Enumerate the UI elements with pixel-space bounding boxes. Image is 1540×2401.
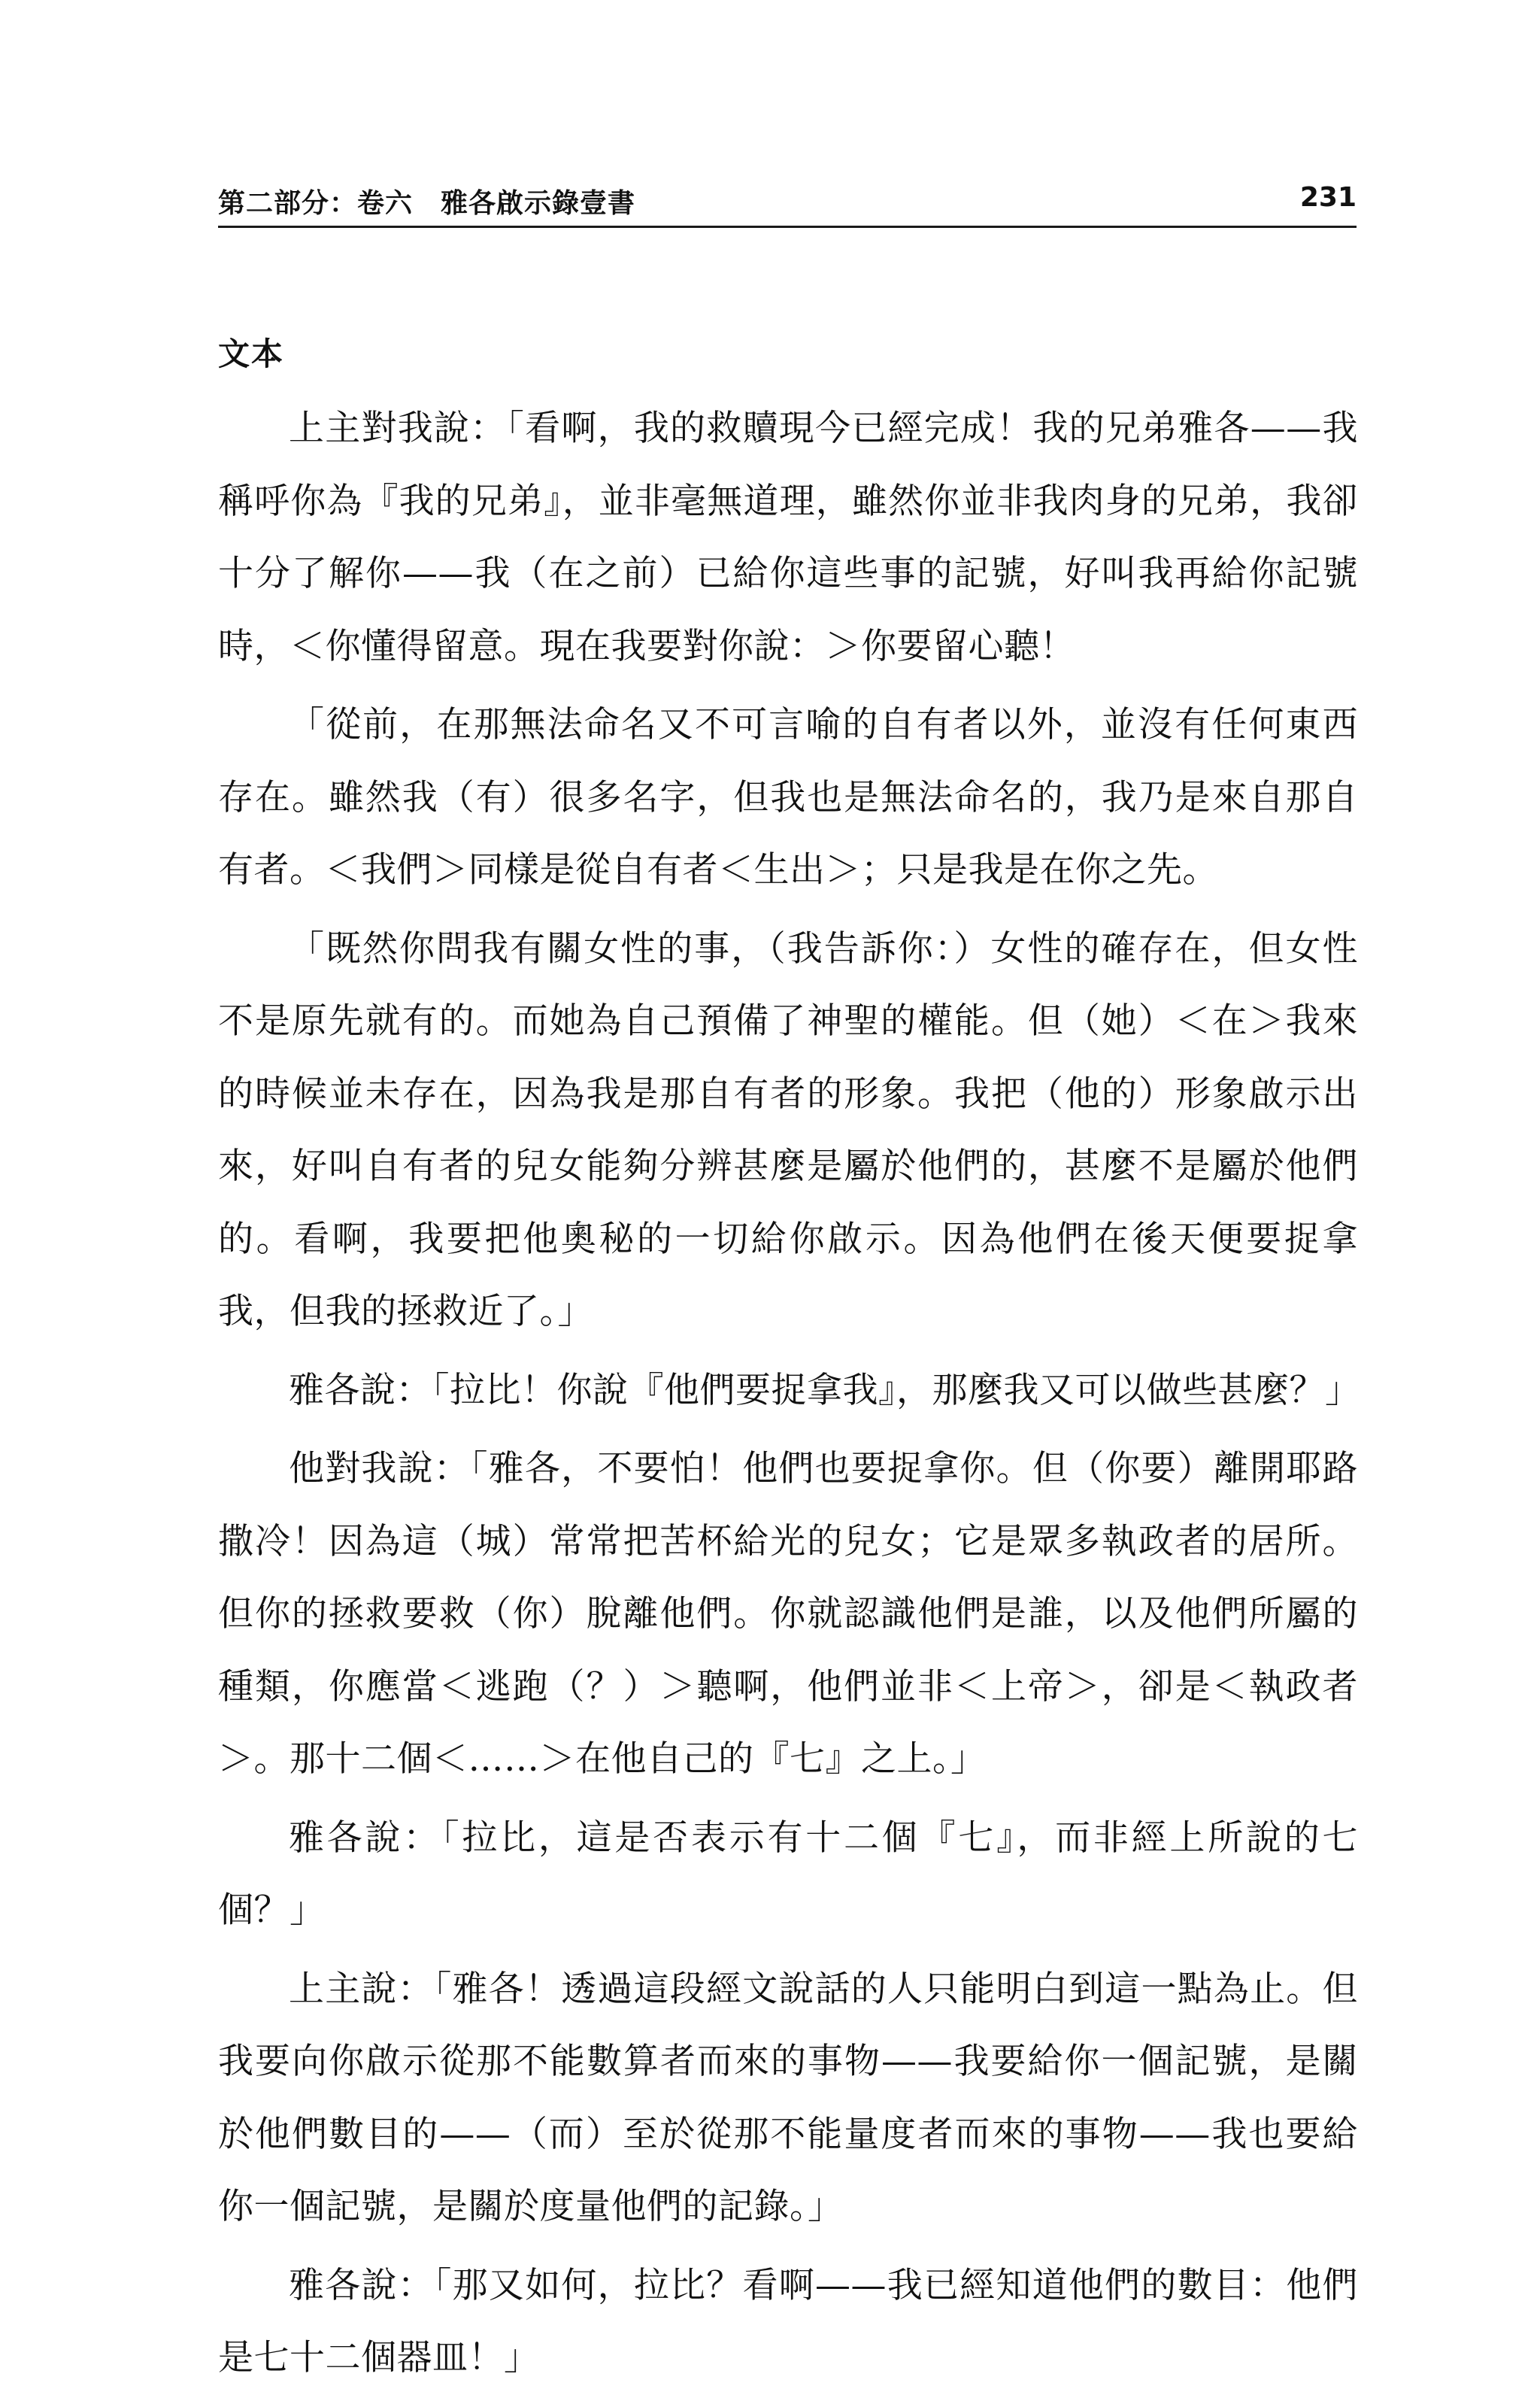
page-number: 231 [1299,182,1357,213]
paragraph: 雅各說：「拉比，這是否表示有十二個『七』，而非經上所說的七個？」 [218,1817,1358,1931]
paragraph: 上主對我說：「看啊，我的救贖現今已經完成！我的兄弟雅各——我稱呼你為『我的兄弟』，並非毫無道理，雖然你並非我肉身的兄弟，我卻十分了解你——我（在之前）已給你這些事的記號，好叫我再給你記號時，＜你懂得留意。現在我要對你說：＞你要留心聽！ [218,408,1358,667]
section-heading: 文本 [218,335,285,372]
body-text [218,393,1361,2401]
paragraph: 雅各說：「拉比！你說『他們要捉拿我』，那麼我又可以做些甚麼？」 [289,1369,1361,1411]
paragraph: 「從前，在那無法命名又不可言喻的自有者以外，並沒有任何東西存在。雖然我（有）很多名字，但我也是無法命名的，我乃是來自那自有者。＜我們＞同樣是從自有者＜生出＞；只是我是在你之先。 [218,704,1358,891]
paragraph: 雅各說：「那又如何，拉比？看啊——我已經知道他們的數目：他們是七十二個器皿！」 [218,2264,1358,2378]
running-header [218,178,1357,228]
running-header-title: 第二部分：卷六 雅各啟示錄壹書 [218,188,636,219]
paragraph: 他對我說：「雅各，不要怕！他們也要捉拿你。但（你要）離開耶路撒冷！因為這（城）常常把苦杯給光的兒女；它是眾多執政者的居所。但你的拯救要救（你）脫離他們。你就認識他們是誰，以及他們所屬的種類，你應當＜逃跑（？）＞聽啊，他們並非＜上帝＞，卻是＜執政者＞。那十二個＜……＞在他自己的『七』之上。」 [218,1448,1358,1780]
paragraph: 上主說：「雅各！透過這段經文說話的人只能明白到這一點為止。但我要向你啟示從那不能數算者而來的事物——我要給你一個記號，是關於他們數目的——（而）至於從那不能量度者而來的事物——我也要給你一個記號，是關於度量他們的記錄。」 [218,1968,1358,2227]
paragraph: 「既然你問我有關女性的事，（我告訴你：）女性的確存在，但女性不是原先就有的。而她為自己預備了神聖的權能。但（她）＜在＞我來的時候並未存在，因為我是那自有者的形象。我把（他的）形象啟示出來，好叫自有者的兒女能夠分辨甚麼是屬於他們的，甚麼不是屬於他們的。看啊，我要把他奧秘的一切給你啟示。因為他們在後天便要捉拿我，但我的拯救近了。」 [218,927,1358,1332]
